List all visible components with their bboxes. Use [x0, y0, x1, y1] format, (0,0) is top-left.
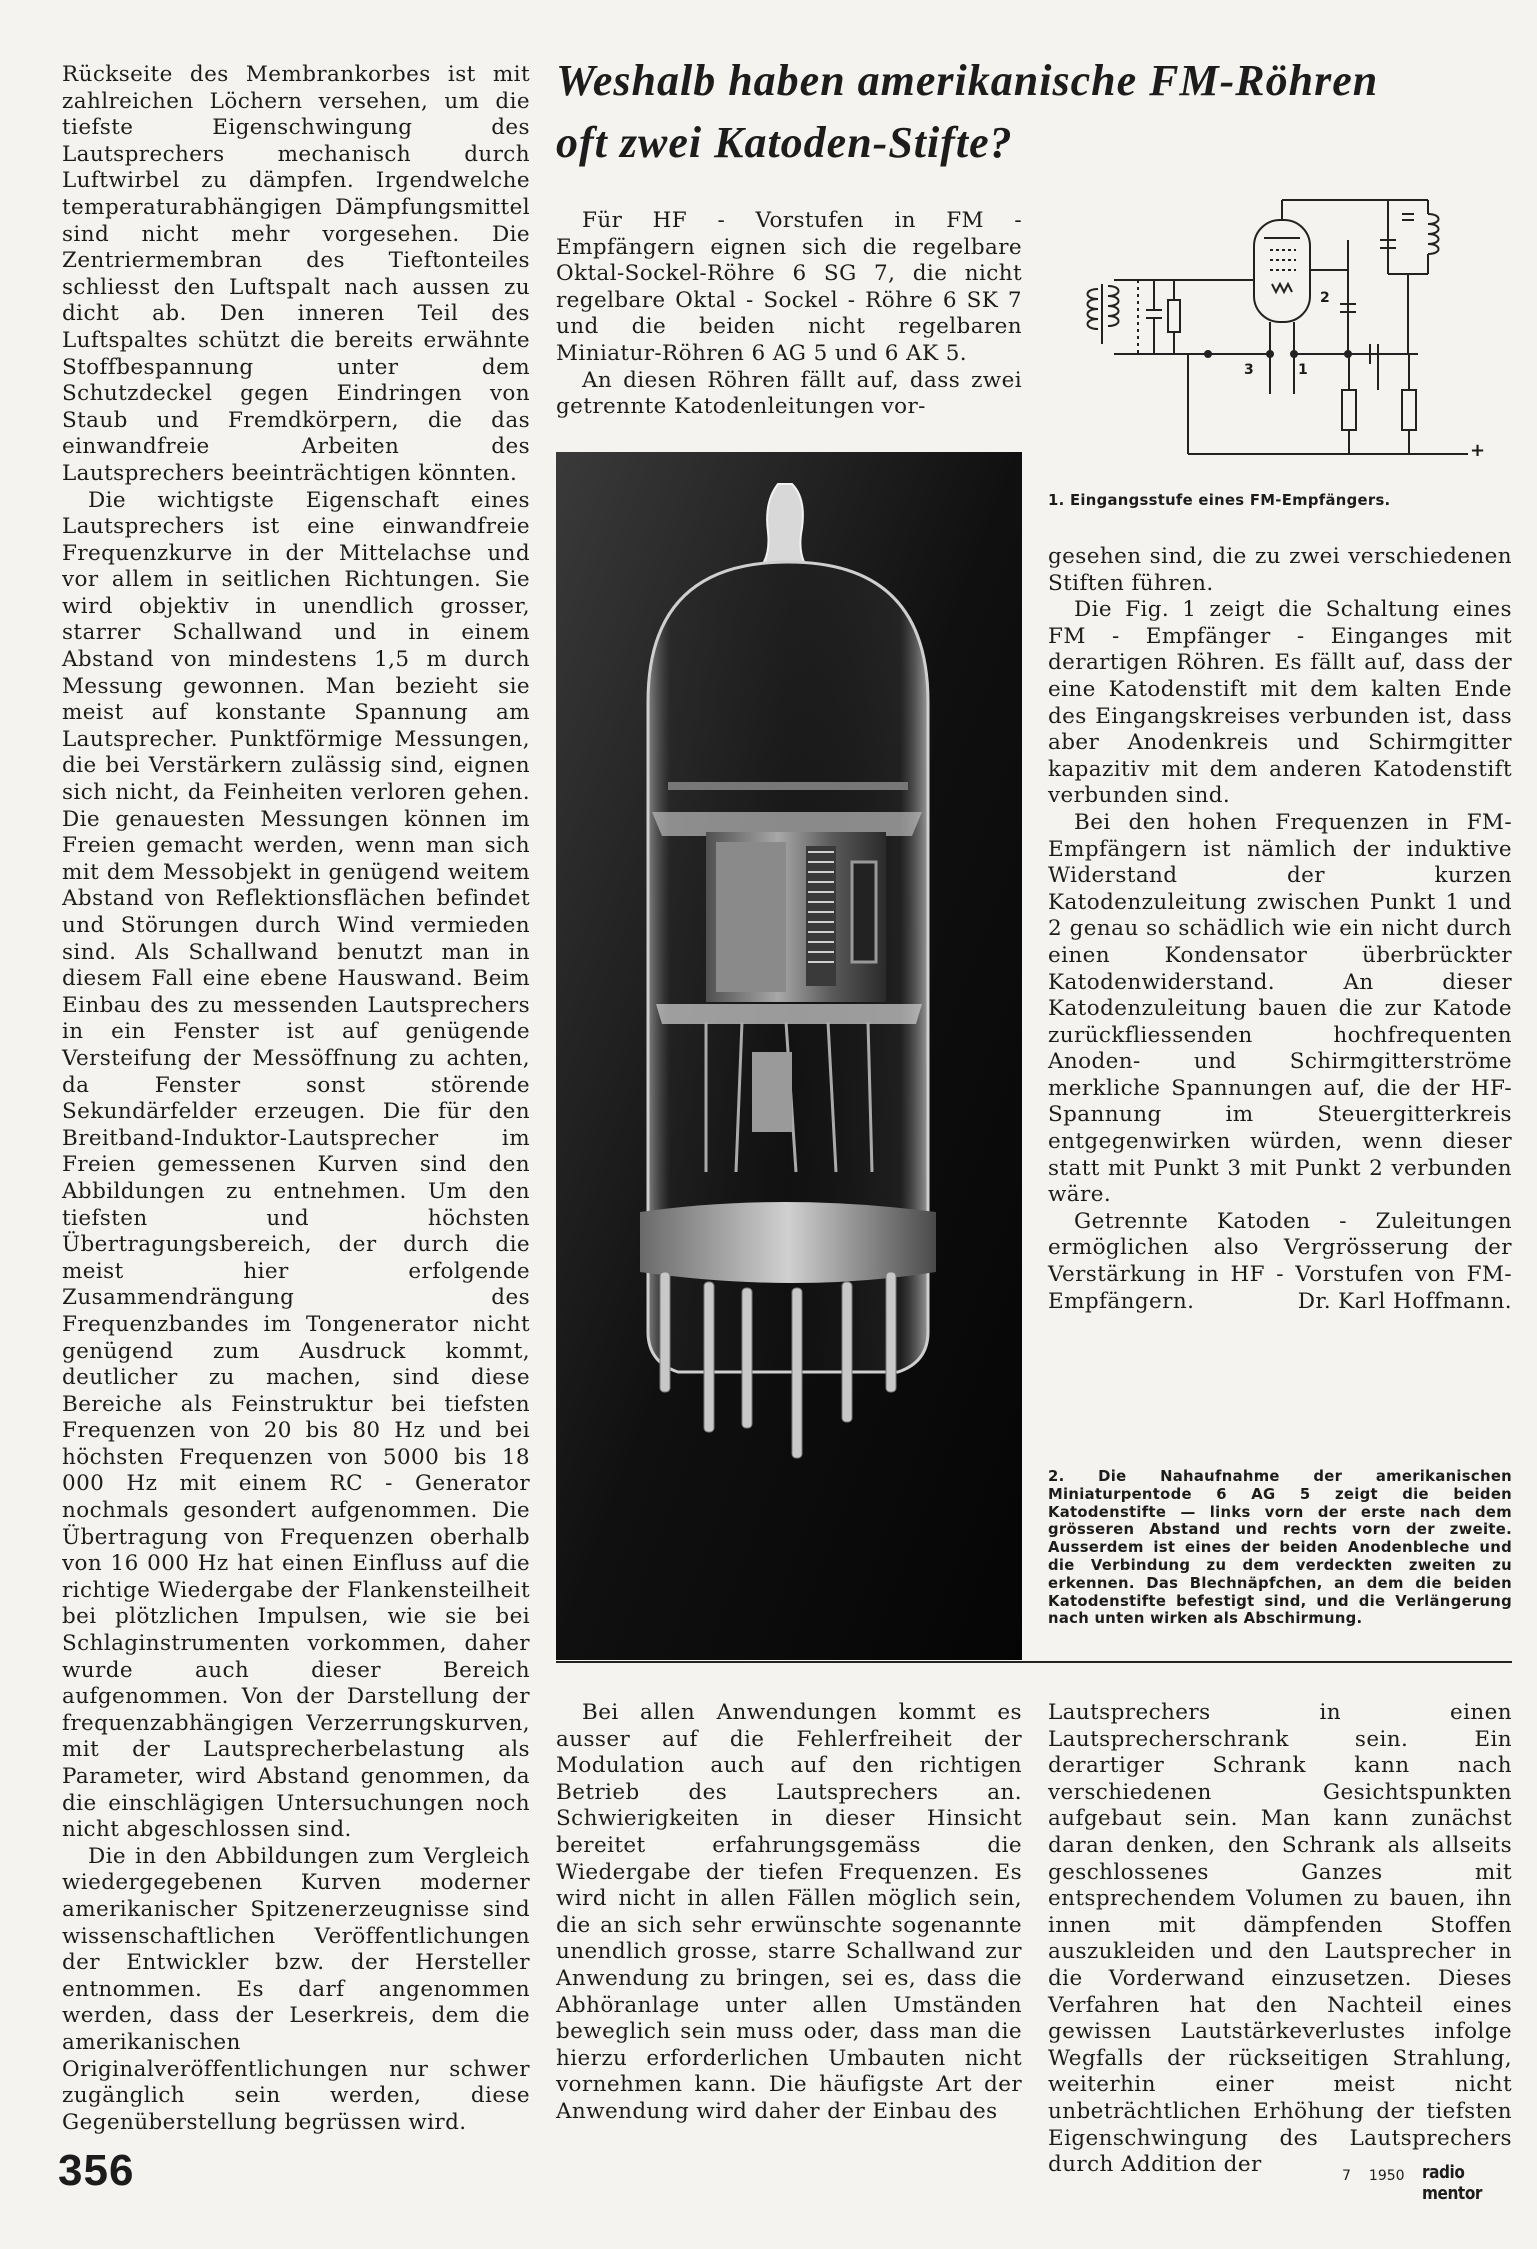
paragraph: Die wichtigste Eigenschaft eines Lautsprechers ist eine einwandfreie Frequenzkurve in der Mittelachse und vor allem in seitlichen Richtungen. Sie wird objektiv in unendlich grosser, starrer Schallwand und in einem Abstand von mindestens 1,5 m durch Messung gewonnen. Man bezieht sie meist auf konstante Spannung am Lautsprecher. Punktförmige Messungen, die bei Verstärkern zulässig sind, eignen sich nicht, da Feinheiten verloren gehen. Die genauesten Messungen können im Freien gemacht werden, wenn man sich mit dem Messobjekt in genügend weitem Abstand von Reflektionsflächen befindet und Störungen durch Wind vermieden sind. Als Schallwand benutzt man in diesem Fall eine ebene Hauswand. Beim Einbau des zu messenden Lautsprechers in ein Fenster ist auf genügende Versteifung der Messöffnung zu achten, da Fenster sonst störende Sekundärfelder erzeugen. Die für den Breitband-Induktor-Lautsprecher im Freien gemessenen Kurven sind den Abbildungen zu entnehmen. Um den tiefsten und höchsten Übertragungsbereich, der durch die meist hier erfolgende Zusammendrängung des Frequenzbandes im Tongenerator nicht genügend zum Ausdruck kommt, deutlicher zu machen, sind diese Bereiche als Feinstruktur bei tiefsten Frequenzen von 20 bis 80 Hz und bei höchsten Frequenzen von 5000 bis 18 000 Hz mit einem RC - Generator nochmals gesondert aufgenommen. Die Übertragung von Frequenzen oberhalb von 16 000 Hz hat einen Einfluss auf die richtige Wiedergabe der Flankensteilheit bei plötzlichen Impulsen, wie sie bei Schlaginstrumenten vorkommen, daher wurde auch dieser Bereich aufgenommen. Von der Darstellung der frequenzabhängigen Verzerrungskurven, mit der Lautsprecherbelastung als Parameter, wird Abstand genommen, da die einschlägigen Untersuchungen noch nicht abgeschlossen sind. [62, 487, 530, 1843]
paragraph: Bei allen Anwendungen kommt es ausser auf die Fehlerfreiheit der Modulation auch auf den richtigen Betrieb des Lautsprechers an. Schwierigkeiten in dieser Hinsicht bereitet erfahrungsgemäss die Wiedergabe der tiefen Frequenzen. Es wird nicht in allen Fällen möglich sein, die an sich sehr erwünschte sogenannte unendlich grosse, starre Schallwand zur Anwendung zu bringen, sei es, dass die Abhöranlage unter allen Umständen beweglich sein muss oder, dass man die hierzu erforderlichen Umbauten nicht vornehmen kann. Die häufigste Art der Anwendung wird daher der Einbau des [556, 1700, 1022, 2124]
circuit-diagram [1058, 184, 1488, 474]
author-signature: Dr. Karl Hoffmann. [1297, 1288, 1512, 1314]
issue-info [1342, 2168, 1405, 2184]
paragraph: Rückseite des Membrankorbes ist mit zahlreichen Löchern versehen, um die tiefste Eigenschwingung des Lautsprechers mechanisch durch Luftwirbel zu dämpfen. Irgendwelche temperaturabhängigen Dämpfungsmittel sind nicht mehr vorgesehen. Die Zentriermembran des Tieftonteiles schliesst den Luftspalt nach aussen zu dicht ab. Den inneren Teil des Luftspaltes schützt die bereits erwähnte Stoffbespannung unter dem Schutzdeckel gegen Eindringen von Staub und Fremdkörpern, die das einwandfreie Arbeiten des Lautsprechers beeinträchtigen könnten. [62, 62, 530, 486]
article-headline [556, 50, 1516, 174]
circuit-label-1: 1 [1298, 362, 1308, 378]
circuit-label-2: 2 [1320, 290, 1330, 306]
left-column [62, 62, 530, 2136]
figure-1-caption: 1. Eingangsstufe eines FM-Empfängers. [1048, 492, 1391, 509]
magazine-logo: radio mentor [1422, 2162, 1483, 2204]
right-bottom-column [1048, 1700, 1512, 2179]
paragraph: Die in den Abbildungen zum Vergleich wiedergegebenen Kurven moderner amerikanischer Spitzenerzeugnisse sind wissenschaftlichen Veröffentlichungen der Entwickler bzw. der Hersteller entnommen. Es darf angenommen werden, dass der Leserkreis, dem die amerikanischen Originalveröffentlichungen nur schwer zugänglich sein werden, diese Gegenüberstellung begrüssen wird. [62, 1843, 530, 2135]
headline-line-2: oft zwei Katoden-Stifte? [556, 118, 1013, 167]
issue-number: 7 [1342, 2168, 1351, 2184]
paragraph: Bei den hohen Frequenzen in FM-Empfängern ist nämlich der induktive Widerstand der kurzen Katodenzuleitung zwischen Punkt 1 und 2 genau so schädlich wie ein nicht durch einen Kondensator überbrückter Katodenwiderstand. An dieser Katodenzuleitung bauen die zur Katode zurückfliessenden hochfrequenten Anoden- und Schirmgitterströme merkliche Spannungen auf, die der HF-Spannung im Steuergitterkreis entgegenwirken würden, wenn dieser statt mit Punkt 3 mit Punkt 2 verbunden wäre. [1048, 809, 1512, 1208]
circuit-label-3: 3 [1244, 362, 1254, 378]
paragraph: gesehen sind, die zu zwei verschiedenen Stiften führen. [1048, 544, 1512, 596]
right-middle-column [1048, 544, 1512, 1315]
circuit-label-plus: + [1470, 440, 1486, 461]
headline-line-1: Weshalb haben amerikanische FM-Röhren [556, 56, 1379, 105]
paragraph: Die Fig. 1 zeigt die Schaltung eines FM - Empfänger - Einganges mit derartigen Röhren. Es fällt auf, dass der eine Katodenstift mit dem kalten Ende des Eingangskreises verbunden ist, dass aber Anodenkreis und Schirmgitter kapazitiv mit dem anderen Katodenstift verbunden sind. [1048, 597, 1512, 809]
middle-top-column [556, 208, 1022, 421]
paragraph [1048, 1209, 1512, 1315]
section-divider [556, 1661, 1512, 1663]
issue-year: 1950 [1368, 2168, 1405, 2184]
paragraph: An diesen Röhren fällt auf, dass zwei getrennte Katodenleitungen vor- [556, 367, 1022, 420]
middle-bottom-column [556, 1700, 1022, 2126]
closing-text: Getrennte Katoden - Zuleitungen ermöglichen also Vergrösserung der Verstärkung in HF - Vorstufen von FM-Empfängern. [1048, 1208, 1512, 1314]
paragraph: Lautsprechers in einen Lautsprecherschrank sein. Ein derartiger Schrank kann nach verschiedenen Gesichtspunkten aufgebaut sein. Man kann zunächst daran denken, den Schrank als allseits geschlossenes Ganzes mit entsprechendem Volumen zu bauen, ihn innen mit dämpfenden Stoffen auszukleiden und den Lautsprecher in die Vorderwand einzusetzen. Dieses Verfahren hat den Nachteil eines gewissen Lautstärkeverlustes infolge Wegfalls der rückseitigen Strahlung, weiterhin einer meist nicht unbeträchtlichen Erhöhung der tiefsten Eigenschwingung des Lautsprechers durch Addition der [1048, 1700, 1512, 2178]
paragraph: Für HF - Vorstufen in FM - Empfängern eignen sich die regelbare Oktal-Sockel-Röhre 6 SG 7, die nicht regelbare Oktal - Sockel - Röhre 6 SK 7 und die beiden nicht regelbaren Miniatur-Röhren 6 AG 5 und 6 AK 5. [556, 208, 1022, 366]
page-number: 356 [58, 2146, 135, 2195]
vacuum-tube-photo [556, 452, 1022, 1660]
figure-2-caption: 2. Die Nahaufnahme der amerikanischen Miniaturpentode 6 AG 5 zeigt die beiden Katodenstifte — links vorn der erste nach dem grösseren Abstand und rechts vorn der zweite. Ausserdem ist eines der beiden Anodenbleche und die Verbindung zu dem verdeckten zweiten zu erkennen. Das Blechnäpfchen, an dem die beiden Katodenstifte befestigt sind, und die Verlängerung nach unten wirken als Abschirmung. [1048, 1468, 1512, 1628]
